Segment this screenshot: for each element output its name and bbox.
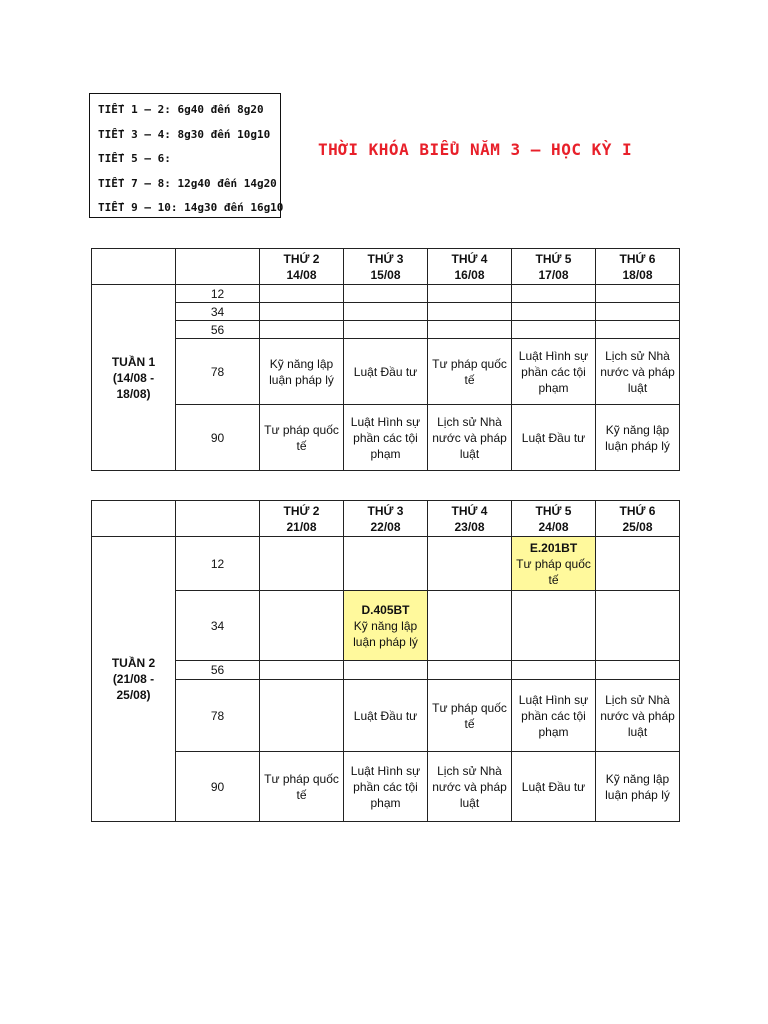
empty-cell xyxy=(512,661,596,680)
period-cell: 34 xyxy=(176,303,260,321)
table-row xyxy=(92,680,680,752)
subject-cell: Lịch sử Nhà nước và pháp luật xyxy=(596,339,680,405)
legend-line: TIẾT 1 – 2: 6g40 đến 8g20 xyxy=(98,103,264,116)
subject-cell: Luật Đầu tư xyxy=(344,339,428,405)
period-cell: 90 xyxy=(176,405,260,471)
empty-cell xyxy=(92,249,176,285)
empty-cell xyxy=(344,303,428,321)
subject-cell: Lịch sử Nhà nước và pháp luật xyxy=(428,405,512,471)
day-header: THỨ 6 18/08 xyxy=(596,249,680,285)
empty-cell xyxy=(428,661,512,680)
table-row xyxy=(92,303,680,321)
day-header: THỨ 5 24/08 xyxy=(512,501,596,537)
subject-cell: Luật Hình sự phần các tội phạm xyxy=(512,339,596,405)
empty-cell xyxy=(260,537,344,591)
empty-cell xyxy=(260,591,344,661)
empty-cell xyxy=(596,591,680,661)
empty-cell xyxy=(596,537,680,591)
subject-cell: Luật Hình sự phần các tội phạm xyxy=(344,752,428,822)
empty-cell xyxy=(260,661,344,680)
empty-cell xyxy=(344,321,428,339)
table-row xyxy=(92,752,680,822)
empty-cell xyxy=(428,285,512,303)
legend-line: TIẾT 5 – 6: xyxy=(98,152,171,165)
period-cell: 34 xyxy=(176,591,260,661)
empty-cell xyxy=(176,501,260,537)
highlighted-subject-cell xyxy=(512,537,596,591)
subject-cell: Luật Hình sự phần các tội phạm xyxy=(512,680,596,752)
subject-cell: Lịch sử Nhà nước và pháp luật xyxy=(428,752,512,822)
empty-cell xyxy=(92,501,176,537)
subject-cell: Luật Đầu tư xyxy=(512,405,596,471)
subject-cell: Kỹ năng lập luận pháp lý xyxy=(596,752,680,822)
week-label: TUẦN 1 (14/08 - 18/08) xyxy=(92,285,176,471)
header-row xyxy=(92,501,680,537)
empty-cell xyxy=(344,537,428,591)
page-title: THỜI KHÓA BIỂU NĂM 3 – HỌC KỲ I xyxy=(318,140,633,159)
day-header: THỨ 2 14/08 xyxy=(260,249,344,285)
period-cell: 12 xyxy=(176,285,260,303)
empty-cell xyxy=(176,249,260,285)
room-code: D.405BT xyxy=(361,602,410,617)
table-row xyxy=(92,285,680,303)
table-row xyxy=(92,591,680,661)
empty-cell xyxy=(428,537,512,591)
day-header: THỨ 4 23/08 xyxy=(428,501,512,537)
table-row xyxy=(92,405,680,471)
day-header: THỨ 4 16/08 xyxy=(428,249,512,285)
empty-cell xyxy=(512,285,596,303)
timetable-week-1 xyxy=(91,248,680,471)
subject-cell: Luật Hình sự phần các tội phạm xyxy=(344,405,428,471)
subject-cell: Luật Đầu tư xyxy=(344,680,428,752)
empty-cell xyxy=(512,591,596,661)
period-cell: 90 xyxy=(176,752,260,822)
empty-cell xyxy=(260,285,344,303)
subject-cell: Tư pháp quốc tế xyxy=(260,405,344,471)
table-row xyxy=(92,321,680,339)
empty-cell xyxy=(596,661,680,680)
legend-line: TIẾT 7 – 8: 12g40 đến 14g20 xyxy=(98,176,277,190)
subject-cell: Tư pháp quốc tế xyxy=(260,752,344,822)
timetable-week-2 xyxy=(91,500,680,822)
highlighted-subject-cell xyxy=(344,591,428,661)
period-cell: 56 xyxy=(176,321,260,339)
empty-cell xyxy=(596,321,680,339)
period-legend xyxy=(89,93,284,218)
empty-cell xyxy=(596,303,680,321)
day-header: THỨ 2 21/08 xyxy=(260,501,344,537)
period-cell: 12 xyxy=(176,537,260,591)
empty-cell xyxy=(512,321,596,339)
empty-cell xyxy=(260,321,344,339)
header-row xyxy=(92,249,680,285)
subject-cell: Kỹ năng lập luận pháp lý xyxy=(260,339,344,405)
empty-cell xyxy=(344,285,428,303)
subject-cell xyxy=(260,680,344,752)
subject-name: Tư pháp quốc tế xyxy=(516,556,591,587)
empty-cell xyxy=(428,303,512,321)
empty-cell xyxy=(512,303,596,321)
empty-cell xyxy=(428,591,512,661)
subject-cell: Tư pháp quốc tế xyxy=(428,339,512,405)
room-code: E.201BT xyxy=(529,540,578,555)
subject-cell: Kỹ năng lập luận pháp lý xyxy=(596,405,680,471)
empty-cell xyxy=(428,321,512,339)
legend-line: TIẾT 3 – 4: 8g30 đến 10g10 xyxy=(98,127,271,141)
empty-cell xyxy=(260,303,344,321)
table-row xyxy=(92,661,680,680)
subject-cell: Luật Đầu tư xyxy=(512,752,596,822)
day-header: THỨ 3 15/08 xyxy=(344,249,428,285)
subject-cell: Lịch sử Nhà nước và pháp luật xyxy=(596,680,680,752)
subject-cell: Tư pháp quốc tế xyxy=(428,680,512,752)
day-header: THỨ 5 17/08 xyxy=(512,249,596,285)
legend-line: TIẾT 9 – 10: 14g30 đến 16g10 xyxy=(98,201,284,214)
week-label: TUẦN 2 (21/08 - 25/08) xyxy=(92,537,176,822)
empty-cell xyxy=(596,285,680,303)
day-header: THỨ 6 25/08 xyxy=(596,501,680,537)
period-cell: 78 xyxy=(176,680,260,752)
table-row xyxy=(92,339,680,405)
period-cell: 56 xyxy=(176,661,260,680)
day-header: THỨ 3 22/08 xyxy=(344,501,428,537)
subject-name: Kỹ năng lập luận pháp lý xyxy=(353,618,418,649)
table-row xyxy=(92,537,680,591)
empty-cell xyxy=(344,661,428,680)
period-cell: 78 xyxy=(176,339,260,405)
